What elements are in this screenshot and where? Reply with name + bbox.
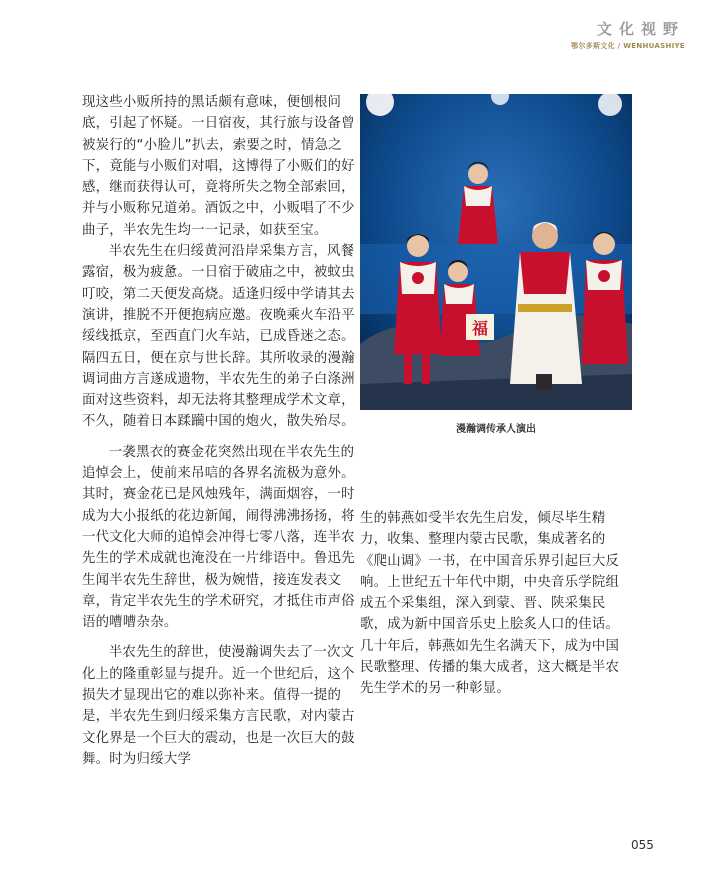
paragraph: 半农先生的辞世，使漫瀚调失去了一次文化上的隆重彰显与提升。近一个世纪后，这个损失才显现出它的难以弥补来。值得一提的是，半农先生到归绥采集方言民歌，对内蒙古文化界是一个巨大的震动，也是一次巨大的鼓舞。时为归绥大学 <box>82 645 355 767</box>
photo-caption: 漫瀚调传承人演出 <box>456 424 536 435</box>
section-subtitle: 鄂尔多斯文化 / WENHUASHIYE <box>571 42 685 50</box>
fu-character: 福 <box>471 319 489 338</box>
page-number: 055 <box>631 838 654 852</box>
paragraph: 半农先生在归绥黄河沿岸采集方言，风餐露宿，极为疲惫。一日宿于破庙之中，被蚊虫叮咬，第二天便发高烧。适逢归绥中学请其去演讲，推脱不开便抱病应邀。夜晚乘火车沿平绥线抵京，至西直门火车站，已成昏迷之态。隔四五日，便在京与世长辞。其所收录的漫瀚调词曲方言遂成遗物，半农先生的弟子白涤洲面对这些资料，却无法将其整理成学术文章，不久，随着日本蹂躏中国的炮火，散失殆尽。 <box>82 244 355 430</box>
performance-illustration <box>360 94 632 410</box>
paragraph: 现这些小贩所持的黑话颇有意味，便刨根问底，引起了怀疑。一日宿夜，其行旅与设备曾被炭行的“小脸儿”扒去，索要之时，情急之下，竟能与小贩们对唱，这博得了小贩们的好感，继而获得认可，竟将所失之物全部索回，并与小贩称兄道弟。酒饭之中，小贩唱了不少曲子，半农先生均一一记录，如获至宝。 <box>82 95 355 238</box>
left-text-column <box>82 92 362 770</box>
right-text-column <box>360 508 632 700</box>
performance-photo <box>360 94 632 410</box>
paragraph: 一袭黑衣的赛金花突然出现在半农先生的追悼会上，使前来吊唁的各界名流极为意外。其时，赛金花已是风烛残年，满面烟容，一时成为大小报纸的花边新闻，闹得沸沸扬扬，将一代文化大师的追悼会冲得七零八落，连半农先生的学术成就也淹没在一片绯语中。鲁迅先生闻半农先生辞世，极为婉惜，接连发表文章，肯定半农先生的学术研究，才抵住市声俗语的嘈嘈杂杂。 <box>82 444 355 631</box>
paragraph: 生的韩燕如受半农先生启发，倾尽毕生精力，收集、整理内蒙古民歌，集成著名的《爬山调》一书，在中国音乐界引起巨大反响。上世纪五十年代中期，中央音乐学院组成五个采集组，深入到蒙、晋、陕采集民歌，成为新中国音乐史上脍炙人口的佳话。几十年后，韩燕如先生名满天下，成为中国民歌整理、传播的集大成者，这大概是半农先生学术的另一种彰显。 <box>360 511 620 697</box>
section-title: 文化视野 <box>596 20 685 38</box>
